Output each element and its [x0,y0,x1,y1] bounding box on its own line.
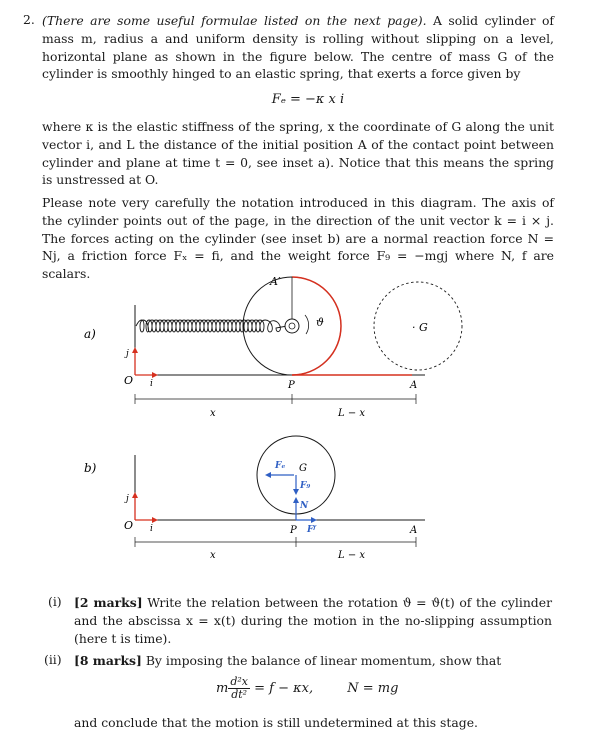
inset-a-label: a) [84,327,96,341]
label-theta: ϑ [316,316,324,329]
label-O-b: O [124,519,134,532]
inset-b-label: b) [84,461,97,475]
paragraph-2: where κ is the elastic stiffness of the spring, x the coordinate of G along the unit vector i, and L the distance of the initial position A of the contact point between cylinder and plane at time t = 0, see inset a). Notice that this means the spring is unstressed at O. [42,119,554,188]
diagram [80,270,560,560]
intro-paragraph [42,12,554,83]
part-ii-conclusion: and conclude that the motion is still undetermined at this stage. [74,715,478,730]
force-equation: Fₑ = −κ x i [271,92,345,107]
eq-numerator: d²x [230,675,248,688]
label-A-prime: A′ [270,275,281,288]
label-G-b: G [299,463,307,474]
part-ii-number: (ii) [44,652,62,667]
label-O-a: O [124,374,134,387]
eq-fraction [228,676,250,701]
figure [80,270,560,560]
label-Ff: Fᶠ [307,525,316,535]
question-number: 2. [23,12,35,27]
intro-note: (There are some useful formulae listed on the next page). [42,13,427,28]
label-Lx-b: L − x [338,550,366,560]
part-i-marks: [2 marks] [74,595,143,610]
part-i-text: Write the relation between the rotation ϑ = ϑ(t) of the cylinder and the abscissa x = x(t) during the motion in the no-slipping assumption (here t is time). [74,595,552,646]
label-Lx-a: L − x [338,408,366,419]
label-N: N [300,501,309,511]
label-A-a: A [410,380,418,391]
label-A-b: A [410,525,418,536]
label-i-b: i [150,524,153,534]
label-P-a: P [288,380,295,391]
eq-m: m [216,681,229,696]
label-i-a: i [150,379,153,389]
label-x-b: x [210,550,216,560]
theta-arc [305,315,309,334]
part-i [74,594,552,647]
label-P-b: P [290,525,297,536]
eq-denominator: dt² [231,688,248,701]
part-ii-marks: [8 marks] [74,653,142,668]
part-i-number: (i) [48,594,62,609]
label-Fe: Fₑ [275,461,286,471]
label-Fg: F₉ [300,481,311,491]
label-x-a: x [210,408,216,419]
label-G: · G [412,321,428,334]
intro-text: A solid cylinder of mass m, radius a and uniform density is rolling without slipping on a level, horizontal plane as shown in the figure below. The centre of mass G of the cylinder is smoothly hinged to an elastic spring, that exerts a force given by [42,13,554,82]
equation-of-motion [216,676,398,701]
eq-rhs: = f − κx, [249,681,314,696]
paragraph-3: Please note very carefully the notation introduced in this diagram. The axis of the cylinder points out of the page, in the direction of the unit vector k = i × j. The forces acting on the cylinder (see inset b) are a normal reaction force N = Nj, a friction force Fₓ = fi, and the weight force F₉ = −mgj where N, f are scalars. [42,195,554,282]
label-j-b: j [126,494,129,504]
hinge [285,319,299,333]
label-j-a: j [126,349,129,359]
part-ii-text: By imposing the balance of linear momentum, show that [141,653,502,668]
spring [136,320,287,332]
eq-normal: N = mg [347,681,399,696]
part-ii [74,652,552,670]
